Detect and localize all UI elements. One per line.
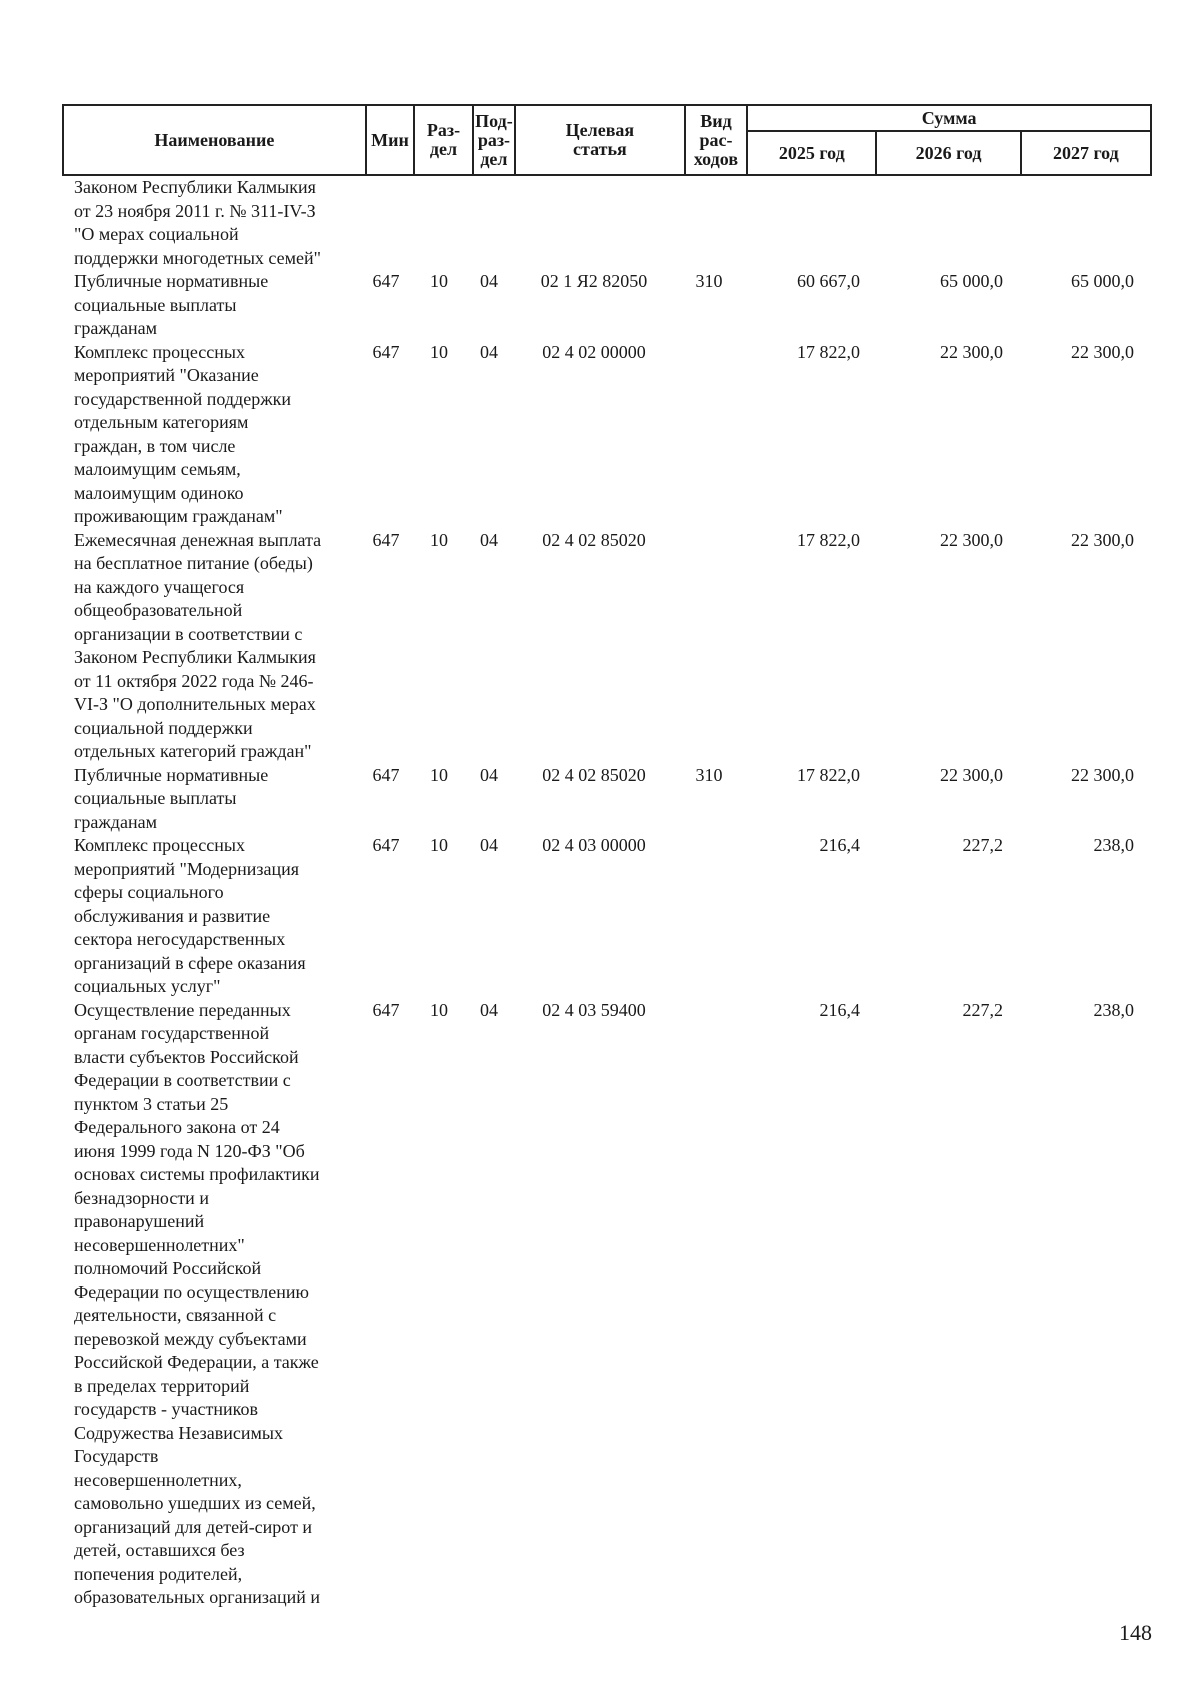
row-name: Осуществление переданных органам государственной власти субъектов Российской Федерации в соответствии с пунктом 3 статьи 25 Федерального закона от 24 июня 1999 года N 120-ФЗ "Об основах системы профилактики безнадзорности и правонарушений несовершеннолетних" полномочий Российской Федерации по осуществлению деятельности, связанной с перевозкой между субъектами Российской Федерации, а также в пределах территорий государств - участников Содружества Независимых Государств несовершеннолетних, самовольно ушедших из семей, организаций для детей-сирот и детей, оставшихся без попечения родителей, образовательных организаций и: [74, 999, 320, 1607]
row-podrazdel: 04: [480, 764, 498, 785]
row-tselevaya-statya: 02 1 Я2 82050: [540, 271, 648, 291]
header-tselevaya-statya: Целевая статья: [515, 105, 685, 175]
row-razdel: 10: [430, 271, 448, 291]
row-podrazdel: 04: [480, 341, 498, 362]
row-sum-2026: 22 300,0: [940, 764, 1003, 785]
row-name: Публичные нормативные социальные выплаты гражданам: [74, 764, 269, 832]
row-sum-2026: 22 300,0: [940, 341, 1003, 362]
row-sum-2026: 65 000,0: [940, 271, 1003, 291]
table-header: [62, 104, 1152, 176]
row-min: 647: [372, 764, 400, 785]
row-name: Комплекс процессных мероприятий "Модернизация сферы социального обслуживания и развитие сектора негосударственных организаций в сфере оказания социальных услуг": [74, 835, 306, 996]
row-podrazdel: 04: [480, 835, 498, 855]
header-vid-rashodov: Вид рас- ходов: [685, 105, 748, 175]
row-sum-2025: 216,4: [819, 835, 860, 855]
row-sum-2026: 22 300,0: [940, 529, 1003, 550]
row-tselevaya-statya: 02 4 02 85020: [542, 529, 646, 550]
header-min: Мин: [366, 105, 414, 175]
row-vid-rashodov: 310: [695, 764, 723, 785]
row-sum-2027: 22 300,0: [1071, 341, 1134, 362]
row-tselevaya-statya: 02 4 02 00000: [542, 341, 646, 362]
row-sum-2027: 22 300,0: [1071, 529, 1134, 550]
row-sum-2026: 227,2: [962, 999, 1003, 1020]
row-vid-rashodov: 310: [695, 271, 723, 291]
row-sum-2027: 238,0: [1093, 835, 1134, 855]
row-razdel: 10: [430, 835, 448, 855]
table-row: [62, 176, 1152, 270]
row-sum-2025: 216,4: [819, 999, 860, 1020]
row-tselevaya-statya: 02 4 02 85020: [542, 764, 646, 785]
table-row: [62, 529, 1152, 764]
header-year-2027: 2027 год: [1021, 131, 1151, 175]
row-name: Ежемесячная денежная выплата на бесплатное питание (обеды) на каждого учащегося общеобразовательной организации в соответствии с Законом Республики Калмыкия от 11 октября 2022 года № 246- VI-З "О дополнительных мерах социальной поддержки отдельных категорий граждан": [74, 529, 322, 761]
table-row: [62, 341, 1152, 529]
row-sum-2027: 238,0: [1093, 999, 1134, 1020]
row-min: 647: [372, 271, 400, 291]
row-razdel: 10: [430, 764, 448, 785]
row-sum-2025: 60 667,0: [797, 271, 860, 291]
table-row: [62, 270, 1152, 341]
table-row: [62, 764, 1152, 835]
row-razdel: 10: [430, 529, 448, 550]
header-podrazdel: Под- раз- дел: [473, 105, 515, 175]
row-sum-2026: 227,2: [962, 835, 1003, 855]
page-number: 148: [1119, 1620, 1152, 1645]
row-min: 647: [372, 999, 400, 1020]
row-name: Публичные нормативные социальные выплаты гражданам: [74, 271, 269, 338]
row-tselevaya-statya: 02 4 03 00000: [542, 835, 646, 855]
row-podrazdel: 04: [480, 999, 498, 1020]
row-sum-2025: 17 822,0: [797, 529, 860, 550]
table-row: [62, 999, 1152, 1610]
table-row: [62, 834, 1152, 999]
row-min: 647: [372, 835, 400, 855]
row-min: 647: [372, 341, 400, 362]
header-year-2026: 2026 год: [876, 131, 1020, 175]
row-razdel: 10: [430, 341, 448, 362]
row-tselevaya-statya: 02 4 03 59400: [542, 999, 646, 1020]
row-podrazdel: 04: [480, 271, 498, 291]
row-name: Комплекс процессных мероприятий "Оказание государственной поддержки отдельным категориям граждан, в том числе малоимущим семьям, малоимущим одиноко проживающим гражданам": [74, 341, 292, 526]
row-sum-2027: 65 000,0: [1071, 271, 1134, 291]
header-razdel: Раз- дел: [414, 105, 473, 175]
row-name: Законом Республики Калмыкия от 23 ноября 2011 г. № 311-IV-З "О мерах социальной поддержки многодетных семей": [74, 177, 321, 268]
row-razdel: 10: [430, 999, 448, 1020]
header-name: Наименование: [63, 105, 366, 175]
table-body: [62, 176, 1152, 1610]
row-sum-2027: 22 300,0: [1071, 764, 1134, 785]
row-sum-2025: 17 822,0: [797, 341, 860, 362]
header-summa: Сумма: [747, 105, 1151, 131]
row-podrazdel: 04: [480, 529, 498, 550]
header-year-2025: 2025 год: [747, 131, 876, 175]
row-min: 647: [372, 529, 400, 550]
row-sum-2025: 17 822,0: [797, 764, 860, 785]
